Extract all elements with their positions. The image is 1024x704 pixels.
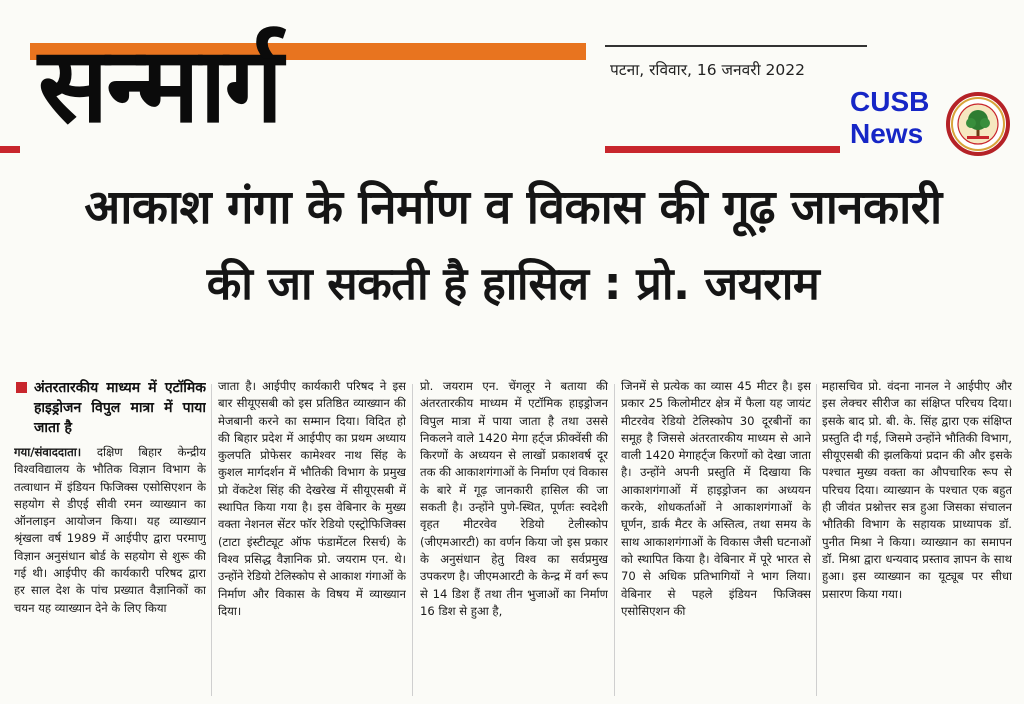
headline-line-2: की जा सकती है हासिल : प्रो. जयराम (206, 257, 820, 310)
university-seal-icon (946, 92, 1010, 156)
column-2-body: जाता है। आईपीए कार्यकारी परिषद ने इस बार सीयूएसबी को इस प्रतिष्ठित व्याख्यान की मेजबानी करने का सम्मान दिया। विदित हो की बिहार प्रदेश में आईपीए का प्रथम अध्याय कुलपति प्रोफेसर कामेश्वर नाथ सिंह के कुशल मार्गदर्शन में भौतिकी विभाग के प्रमुख प्रो वेंकटेश सिंह की देखरेख में सीयूएसबी में स्थापित किया गया है। इस वेबिनार के मुख्य वक्ता नेशनल सेंटर फॉर रेडियो एस्ट्रोफिजिक्स (टाटा इंस्टीट्यूट ऑफ फंडामेंटल रिसर्च) के विश्व प्रसिद्ध वैज्ञानिक प्रो. जयराम एन. थे। उन्होंने रेडियो टेलिस्कोप से आकाश गंगाओं के निर्माण और विकास के विषय में व्याख्यान दिया। (218, 379, 406, 618)
article-subhead (14, 378, 206, 438)
column-divider (211, 384, 212, 696)
newspaper-masthead: सन्मार्ग (38, 23, 282, 146)
article-column-1 (14, 378, 206, 704)
column-divider (614, 384, 615, 696)
article-column-3 (420, 378, 608, 704)
column-divider (816, 384, 817, 696)
column-1-body: दक्षिण बिहार केन्द्रीय विश्वविद्यालय के भौतिक विज्ञान विभाग के तत्वाधान में इंडियन फिजिक्स एसोसिएशन के सहयोग से डीएई सीवी रमन व्याख्यान का ऑनलाइन आयोजन किया। यह व्याख्यान श्रृंखला वर्ष 1989 में आईपीए द्वारा परमाणु विज्ञान अनुसंधान बोर्ड के सहयोग से शुरू की गई थी। आईपीए की कार्यकारी परिषद द्वारा हर साल देश के पांच प्रख्यात वैज्ञानिकों का चयन यह व्याख्यान देने के लिए किया (14, 445, 206, 615)
article-column-2 (218, 378, 406, 704)
red-rule-left (0, 146, 20, 153)
column-3-body: प्रो. जयराम एन. चेंगलूर ने बताया की अंतरतारकीय माध्यम में एटॉमिक हाइड्रोजन विपुल मात्रा में पाया जाता है तथा उससे निकलने वाले 1420 मेगा हर्ट्ज फ्रीक्वेंसी की किरणों के अध्ययन से लाखों प्रकाशवर्ष दूर तक की आकाशगंगाओं के निर्माण एवं विकास के बारे में गूढ़ जानकारी हासिल की जा सकती है। उन्होंने पुणे-स्थित, पूर्णतः स्वदेशी वृहत मीटरवेव रेडियो टेलीस्कोप (जीएमआरटी) का वर्णन किया जो इस प्रकार के अनुसंधान हेतु विश्व का सर्वप्रमुख उपकरण है। जीएमआरटी के केन्द्र में वर्ग रूप से 14 डिश हैं तथा तीन भुजाओं का निर्माण 16 डिश से हुआ है, (420, 379, 608, 618)
column-4-body: जिनमें से प्रत्येक का व्यास 45 मीटर है। इस प्रकार 25 किलोमीटर क्षेत्र में फैला यह जायंट मीटरवेव रेडियो टेलिस्कोप 30 दूरबीनों का समूह है जिससे अंतरतारकीय माध्यम से आने वाली 1420 मेगाहर्ट्ज किरणों को देखा जाता है। उन्होंने अपनी प्रस्तुति में दिखाया कि आकाशगंगाओं में हाइड्रोजन का अध्ययन करके, शोधकर्ताओं ने आकाशगंगाओं के घूर्णन, डार्क मैटर के अस्तित्व, तथा समय के साथ आकाशगंगाओं के विकास जैसी घटनाओं को स्थापित किया है। वेबिनार में पूरे भारत से 70 से अधिक प्रतिभागियों ने भाग लिया। वेबिनार से पहले इंडियन फिजिक्स एसोसिएशन की (621, 379, 811, 618)
column-5-body: महासचिव प्रो. वंदना नानल ने आईपीए और इस लेक्चर सीरीज का संक्षिप्त परिचय दिया। इसके बाद प्रो. बी. के. सिंह द्वारा एक संक्षिप्त प्रस्तुति दी गई, जिसमे उन्होंने भौतिकी विभाग, सीयूएसबी की झलकियां प्रदान की और इसके पश्चात मुख्य वक्ता का औपचारिक रूप से परिचय दिया। व्याख्यान के पश्चात एक बहुत ही जीवंत प्रश्नोत्तर सत्र हुआ जिसका संचालन भौतिकी विभाग के सहायक प्राध्यापक डॉ. पुनीत मिश्रा ने किया। व्याख्यान का समापन डॉ. मिश्रा द्वारा धन्यवाद प्रस्ताव ज्ञापन के साथ हुआ। इस व्याख्यान का यूट्यूब पर सीधा प्रसारण किया गया। (822, 379, 1012, 601)
article-body (0, 378, 1024, 704)
subhead-marker-icon (16, 382, 27, 393)
headline-line-1: आकाश गंगा के निर्माण व विकास की गूढ़ जानकारी (84, 180, 942, 235)
date-rule (605, 45, 867, 47)
subhead-text: अंतरतारकीय माध्यम में एटॉमिक हाइड्रोजन विपुल मात्रा में पाया जाता है (34, 380, 206, 436)
badge-line-1: CUSB (850, 86, 930, 117)
article-column-5 (822, 378, 1012, 704)
headline (18, 176, 1008, 316)
dateline: गया/संवाददाता। (14, 445, 82, 459)
publication-date-line: पटना, रविवार, 16 जनवरी 2022 (610, 61, 805, 79)
column-divider (412, 384, 413, 696)
badge-line-2: News (850, 118, 924, 149)
column-1-text (14, 444, 206, 617)
red-rule-right (605, 146, 840, 153)
article-column-4 (621, 378, 811, 704)
cusb-news-badge (850, 86, 940, 150)
